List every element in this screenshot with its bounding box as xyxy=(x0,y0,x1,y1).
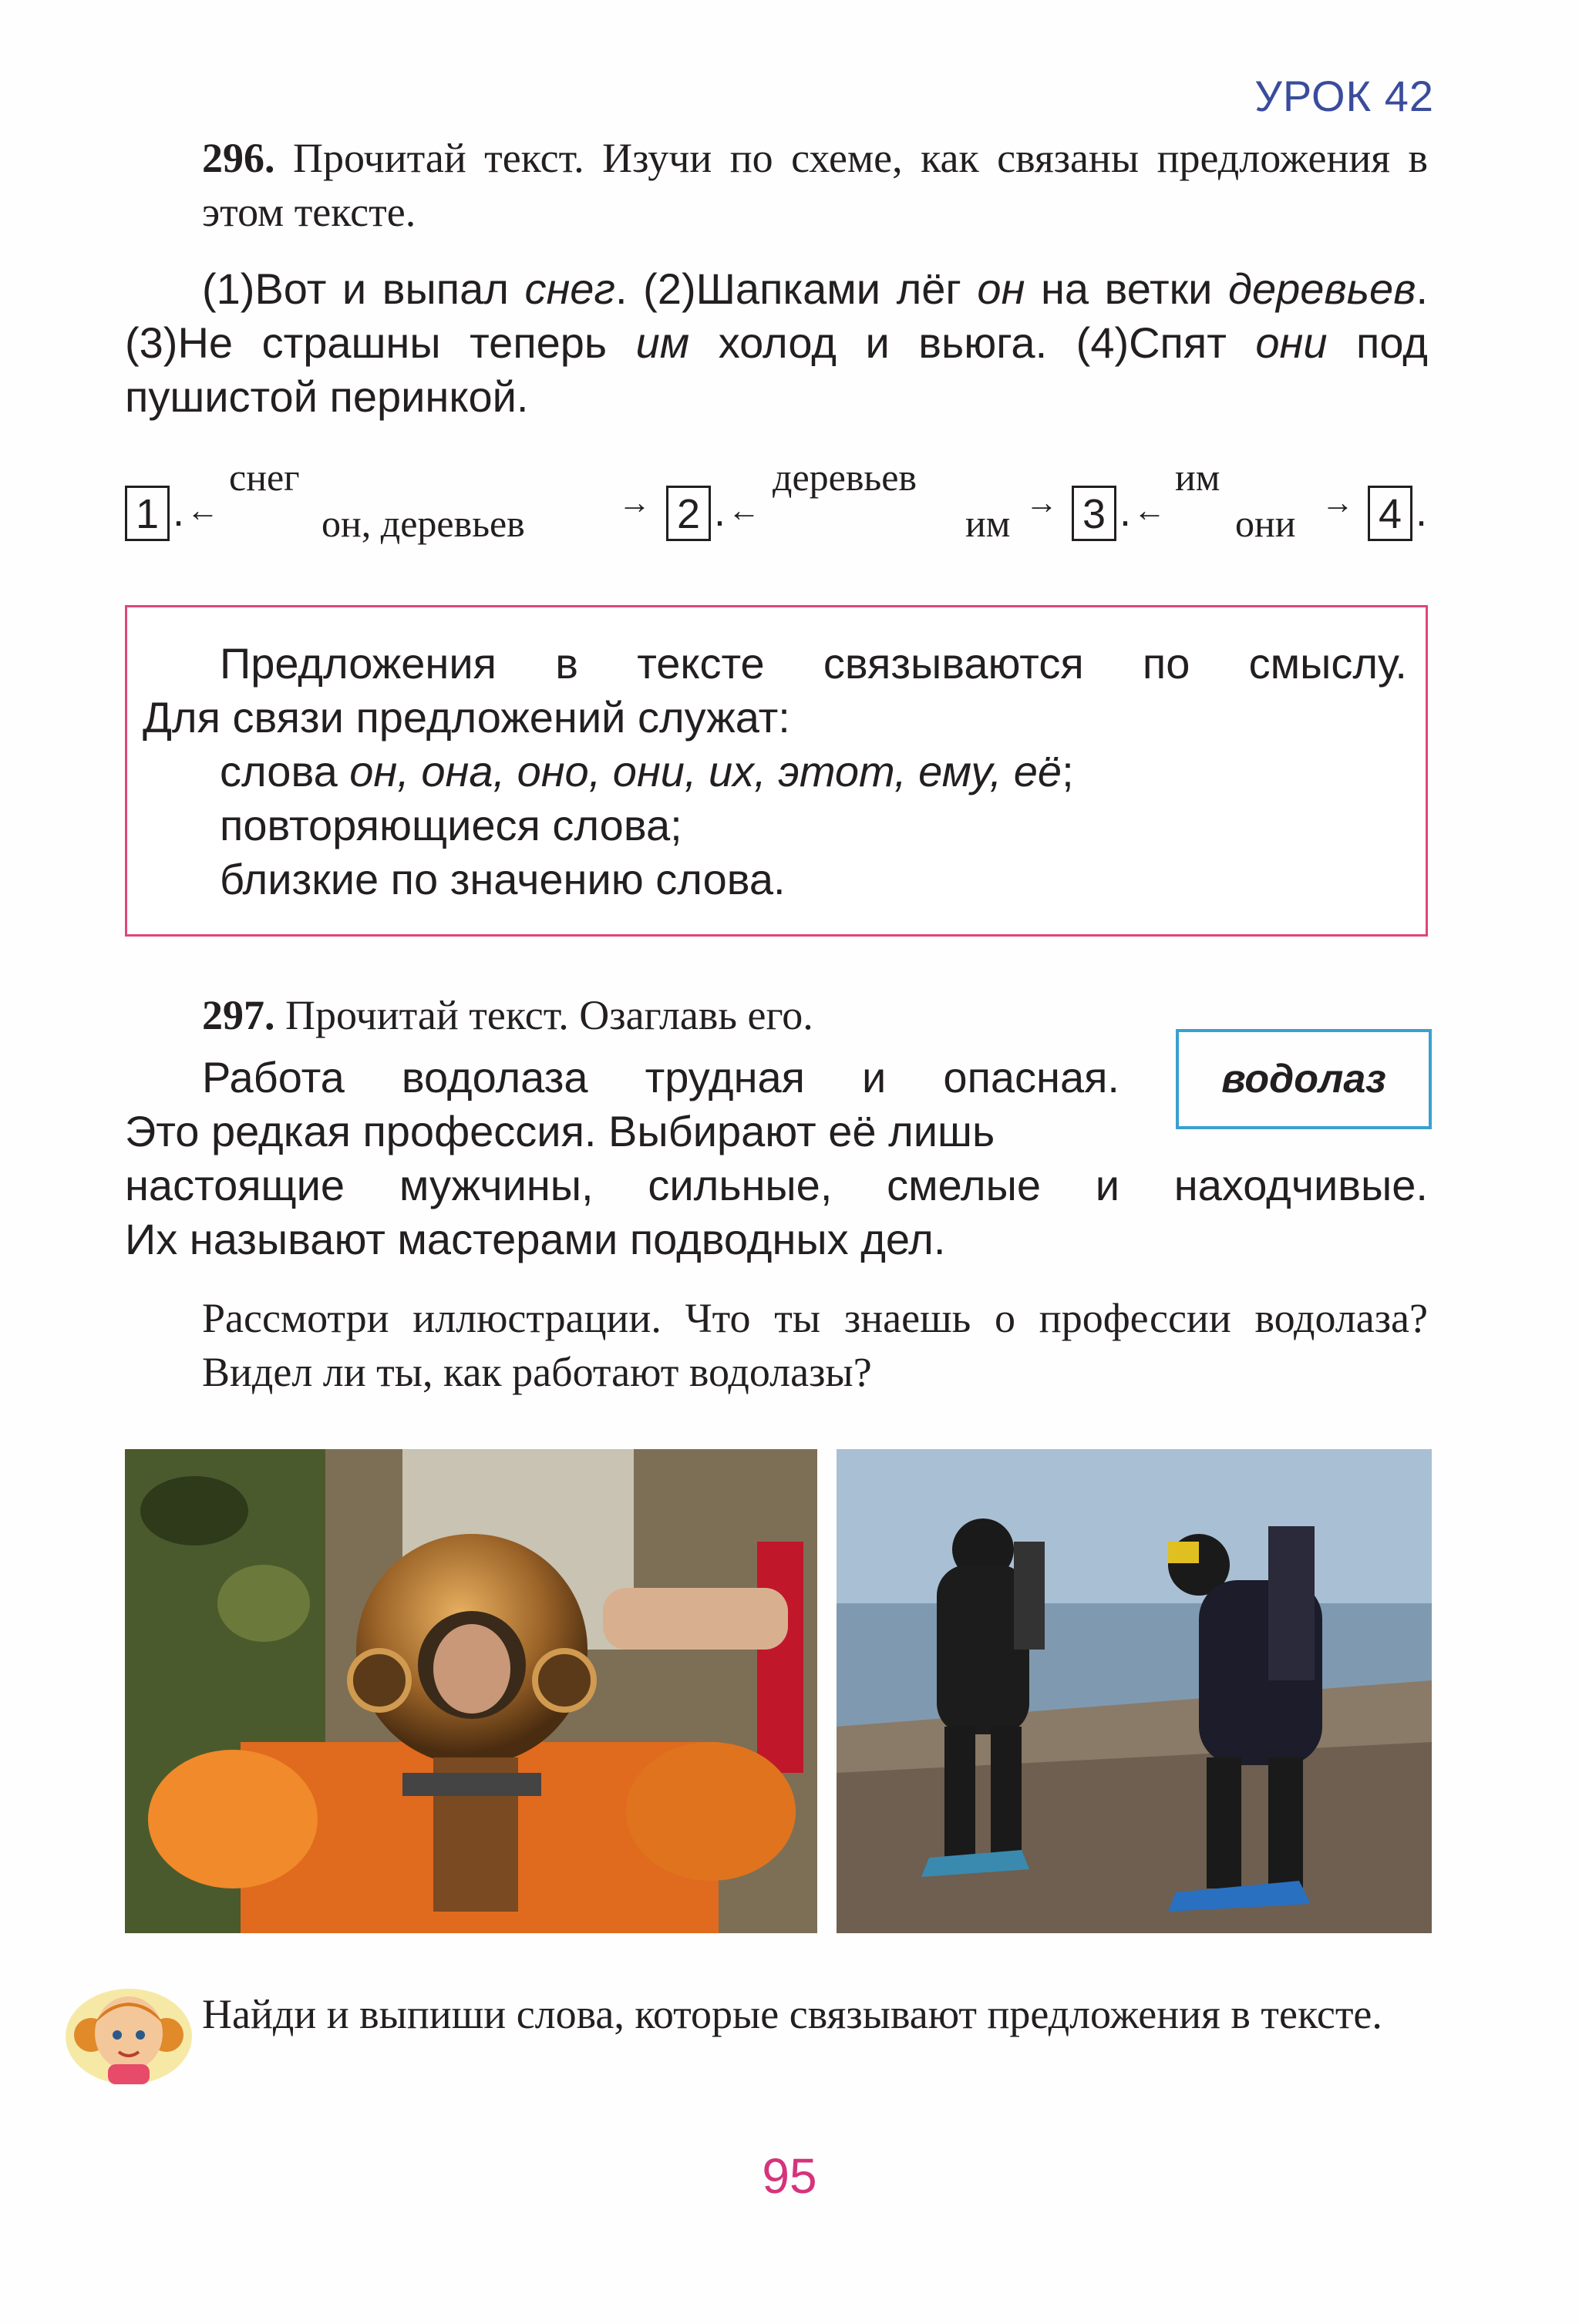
rule-line: повторяющиеся слова; xyxy=(220,801,682,849)
text-297-line: Работа водолаза трудная и опасная. xyxy=(202,1053,1119,1101)
scheme-top-word: снег xyxy=(229,456,300,499)
arrow-right-icon: → xyxy=(618,484,651,520)
rule-line: близкие по значению слова. xyxy=(220,855,786,903)
arrow-right-icon: → xyxy=(1025,484,1058,520)
text-296: (1)Вот и выпал снег. (2)Шапками лёг он на ветки деревьев. (3)Не страшны теперь им холод и вьюга. (4)Спят они под пушистой перинкой. xyxy=(125,264,1428,421)
scheme-dot: . xyxy=(173,489,185,535)
rule-line: Предложения в тексте связываются по смыслу. xyxy=(220,639,1407,688)
scheme-dot: . xyxy=(1119,489,1132,535)
rule-box xyxy=(125,605,1428,937)
question-block: Рассмотри иллюстрации. Что ты знаешь о профессии водолаза? Видел ли ты, как работают водолазы? xyxy=(202,1295,1428,1395)
girl-avatar-icon xyxy=(60,1981,197,2089)
scuba-divers-illustration xyxy=(837,1449,1432,1933)
arrow-left-icon: ← xyxy=(187,492,219,528)
task-number: 297. xyxy=(202,992,275,1038)
diver-helmet-illustration xyxy=(125,1449,817,1933)
sentence-box-1: 1 xyxy=(125,486,170,541)
scheme-bottom-word: он, деревьев xyxy=(322,502,525,545)
task-instruction: Прочитай текст. Изучи по схеме, как связаны предложения в этом тексте. xyxy=(202,135,1429,235)
photo-scuba-divers xyxy=(837,1449,1432,1933)
scheme-top-word: деревьев xyxy=(773,456,917,499)
task-instruction: Прочитай текст. Озаглавь его. xyxy=(285,992,813,1038)
sentence-box-4: 4 xyxy=(1368,486,1412,541)
photo-diver-helmet xyxy=(125,1449,817,1933)
sentence-box-2: 2 xyxy=(666,486,711,541)
sentence-link-scheme xyxy=(125,455,1436,570)
rule-line: слова он, она, оно, они, их, этот, ему, её; xyxy=(220,747,1074,795)
scheme-bottom-word: им xyxy=(965,502,1011,545)
arrow-left-icon: ← xyxy=(1133,492,1166,528)
scheme-bottom-word: они xyxy=(1235,502,1296,545)
text-297-line: Это редкая профессия. Выбирают её лишь xyxy=(125,1107,995,1155)
page-number: 95 xyxy=(762,2148,817,2204)
task-number: 296. xyxy=(202,135,275,181)
sentence-box-3: 3 xyxy=(1072,486,1116,541)
scheme-dot: . xyxy=(1416,489,1428,535)
scheme-top-word: им xyxy=(1175,456,1220,499)
task-296 xyxy=(202,131,1428,239)
vocabulary-word-box: водолаз xyxy=(1176,1029,1432,1129)
arrow-left-icon: ← xyxy=(728,492,760,528)
scheme-dot: . xyxy=(714,489,726,535)
lesson-header: УРОК 42 xyxy=(1254,72,1434,120)
text-297-line: Их называют мастерами подводных дел. xyxy=(125,1215,946,1263)
arrow-right-icon: → xyxy=(1321,484,1354,520)
text-297-line: настоящие мужчины, сильные, смелые и находчивые. xyxy=(125,1161,1428,1209)
final-task: Найди и выпиши слова, которые связывают предложения в тексте. xyxy=(202,1991,1382,2037)
rule-line: Для связи предложений служат: xyxy=(143,693,790,742)
